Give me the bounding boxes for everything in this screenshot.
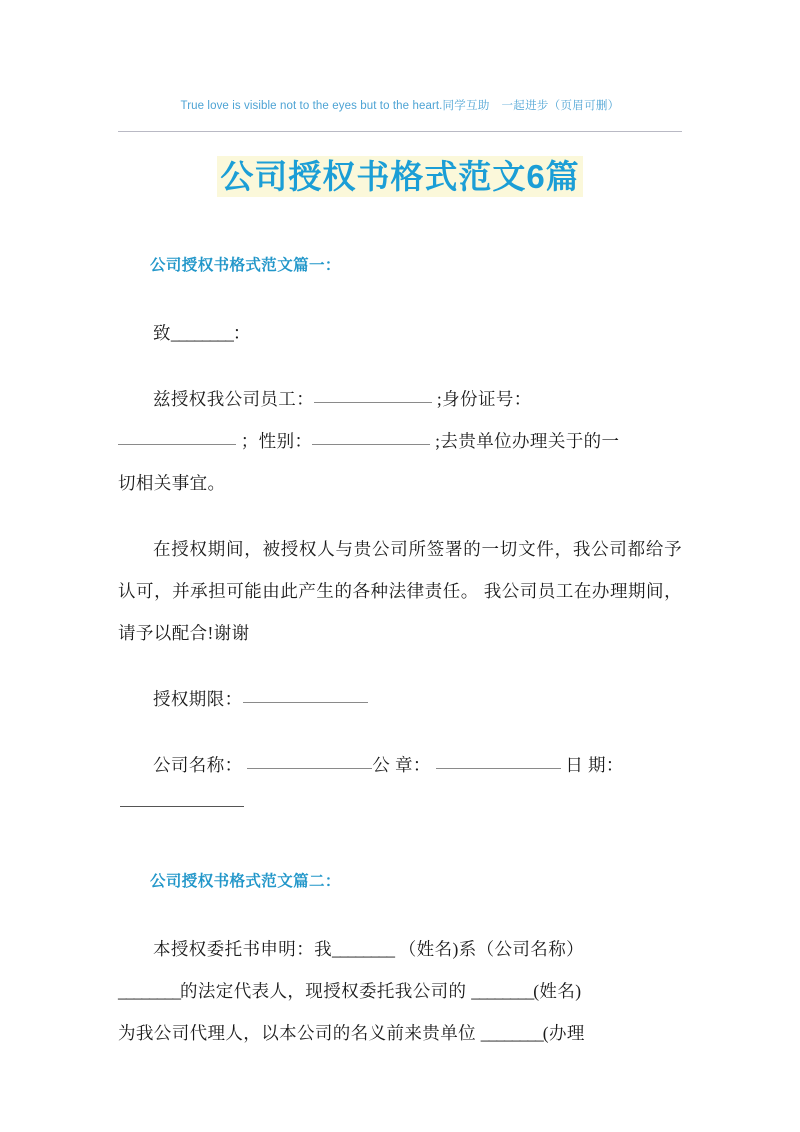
employee-name-blank	[314, 402, 432, 403]
spacer	[118, 280, 682, 312]
company-seal-blank	[436, 768, 561, 769]
page-title-text: 公司授权书格式范文6篇	[217, 156, 582, 197]
recipient-colon: ：	[232, 323, 251, 343]
id-number-blank	[118, 444, 236, 445]
gender-blank	[312, 444, 430, 445]
gender-label: ；性别：	[240, 431, 313, 451]
spacer	[118, 354, 682, 378]
purpose-text-part1: ;去贵单位办理关于的一	[435, 431, 620, 451]
paragraph-recipient	[118, 312, 682, 354]
poa-legal-rep-text: 的法定代表人，现授权委托我公司的	[180, 981, 472, 1001]
company-name-blank	[247, 768, 372, 769]
poa-agent-name-blank: ________	[471, 981, 534, 1001]
liability-line-1: 在授权期间，被授权人与贵公司所签署的一切文件，我公	[153, 539, 610, 559]
recipient-blank: ________	[170, 323, 233, 343]
spacer	[118, 896, 682, 928]
liability-line-2: 司都给予认可，并承担可能由此产生的各种法律责任。 我公司	[118, 539, 683, 601]
header-chinese-note: 同学互助 一起进步（页眉可删）	[442, 100, 620, 112]
paragraph-liability	[118, 528, 682, 654]
paragraph-authorization-period	[118, 678, 682, 720]
paragraph-authorize-employee	[118, 378, 682, 504]
poa-intro-label: 本授权委托书申明：我	[153, 939, 332, 959]
recipient-label: 致	[153, 323, 171, 343]
poa-company-label: （姓名)系（公司名称）	[398, 939, 585, 959]
liability-line-3: 员工在办理期间，请予以配合!谢谢	[118, 581, 682, 643]
spacer	[118, 828, 682, 868]
spacer	[118, 654, 682, 678]
paragraph-power-of-attorney	[118, 928, 682, 1054]
poa-company-blank: ________	[118, 981, 180, 1001]
date-label: 日 期：	[565, 755, 624, 775]
poa-agent-name-label: (姓名)	[533, 981, 582, 1001]
poa-agent-text: 为我公司代理人，以本公司的名义前来贵单位	[118, 1023, 481, 1043]
poa-matter-blank: ________	[480, 1023, 543, 1043]
id-number-label: ;身份证号：	[436, 389, 532, 409]
spacer	[118, 720, 682, 744]
running-header	[118, 98, 682, 114]
spacer	[118, 504, 682, 528]
date-blank	[120, 806, 244, 807]
authorization-period-label: 授权期限：	[153, 689, 243, 709]
header-english-motto: True love is visible not to the eyes but to the heart.	[180, 100, 443, 112]
section-heading-two: 公司授权书格式范文篇二：	[150, 873, 341, 890]
page-title	[118, 152, 682, 202]
section-heading-one: 公司授权书格式范文篇一：	[150, 257, 341, 274]
purpose-text-part2: 切相关事宜。	[118, 473, 226, 493]
paragraph-signature-block	[118, 744, 682, 786]
header-divider-rule	[118, 131, 682, 132]
authorize-employee-label: 兹授权我公司员工：	[153, 389, 315, 409]
poa-name-blank: ________	[332, 939, 394, 959]
company-seal-label: 公 章：	[372, 755, 431, 775]
document-body	[118, 252, 682, 1054]
date-blank-row	[118, 786, 682, 828]
poa-matter-label: (办理	[542, 1023, 585, 1043]
company-name-label: 公司名称：	[153, 755, 243, 775]
authorization-period-blank	[243, 702, 368, 703]
